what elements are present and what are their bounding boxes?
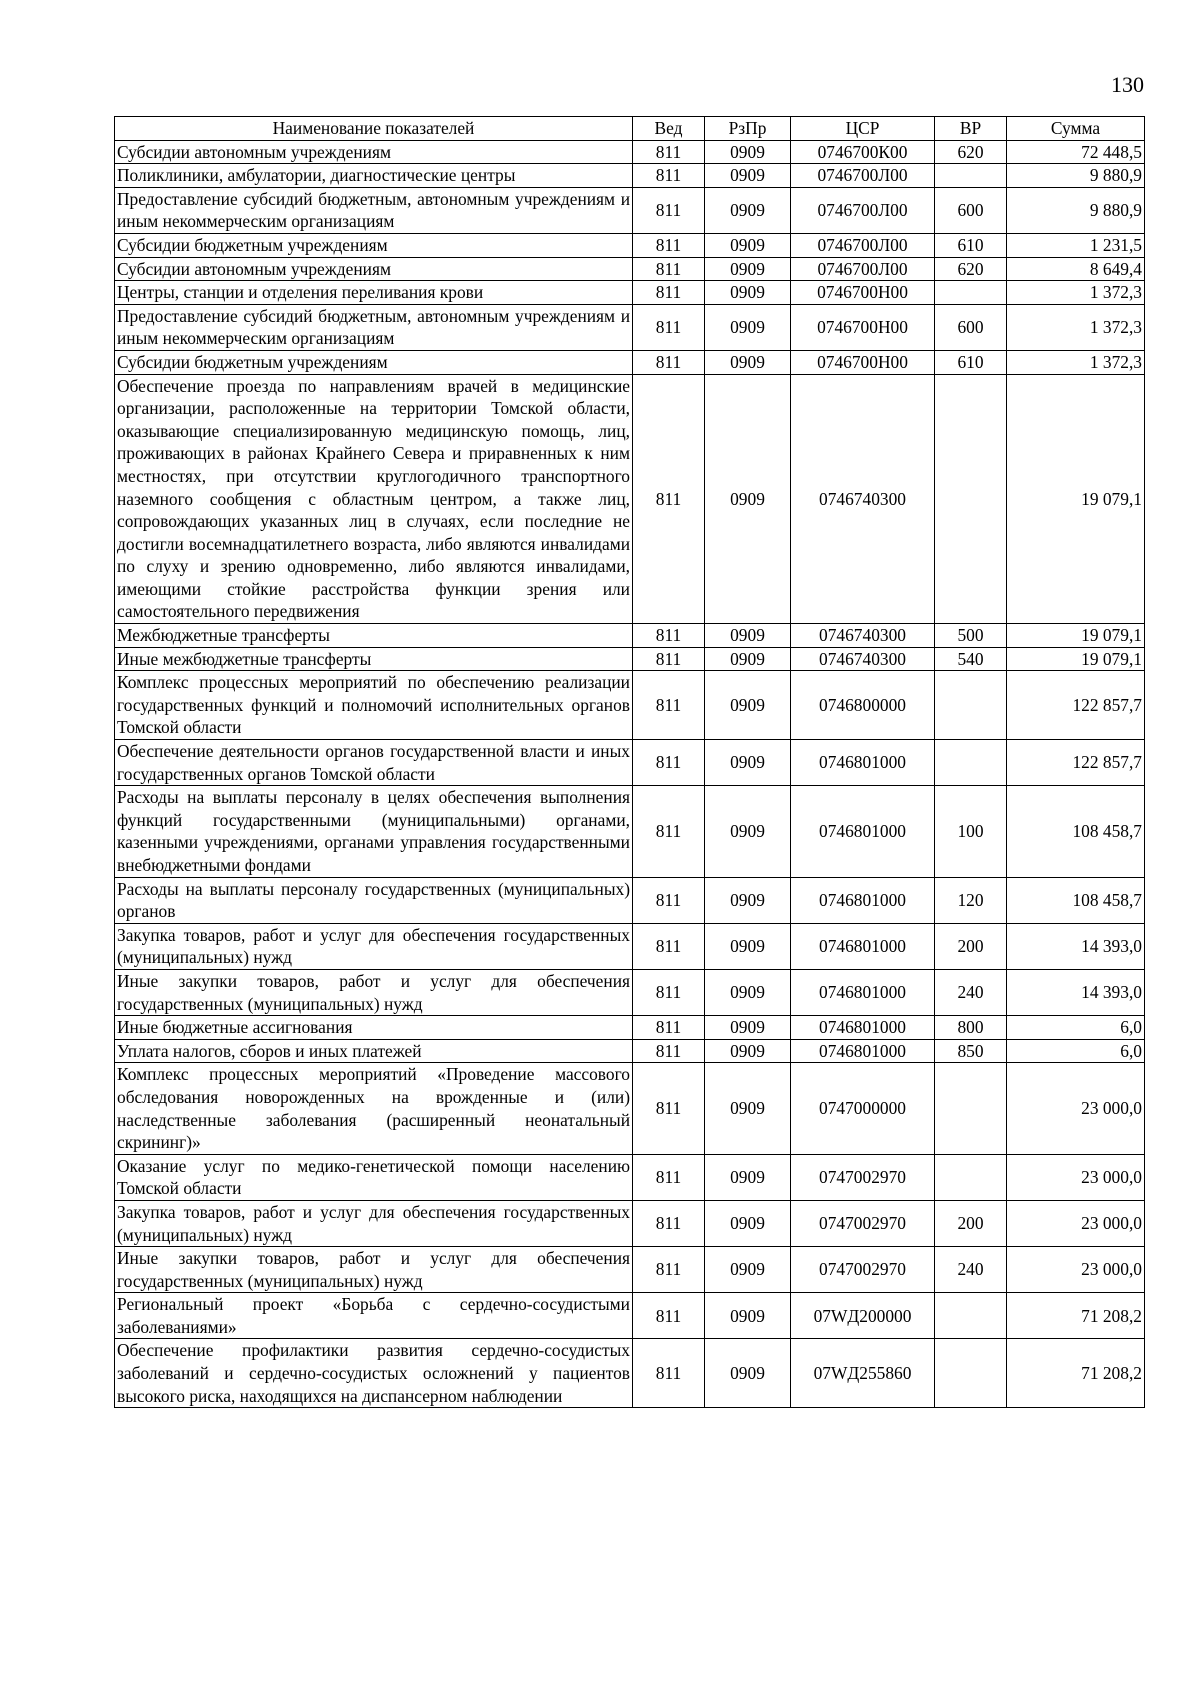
cell-vr [935, 1154, 1007, 1200]
cell-name: Обеспечение профилактики развития сердечно-сосудистых заболеваний и сердечно-сосудистых осложнений у пациентов высокого риска, находящихся на диспансерном наблюдении [115, 1339, 633, 1408]
cell-sum: 6,0 [1007, 1016, 1145, 1040]
cell-ved: 811 [633, 257, 705, 281]
cell-vr: 800 [935, 1016, 1007, 1040]
table-row [115, 647, 1145, 671]
cell-ved: 811 [633, 624, 705, 648]
cell-csr: 0747002970 [791, 1200, 935, 1246]
cell-sum: 6,0 [1007, 1039, 1145, 1063]
cell-name: Поликлиники, амбулатории, диагностические центры [115, 164, 633, 188]
cell-vr: 620 [935, 140, 1007, 164]
cell-name: Обеспечение деятельности органов государственной власти и иных государственных органов Томской области [115, 740, 633, 786]
table-row [115, 1063, 1145, 1154]
cell-rzpr: 0909 [705, 647, 791, 671]
cell-rzpr: 0909 [705, 923, 791, 969]
cell-name: Субсидии бюджетным учреждениям [115, 350, 633, 374]
cell-csr: 0746700Л00 [791, 187, 935, 233]
table-row [115, 740, 1145, 786]
cell-name: Межбюджетные трансферты [115, 624, 633, 648]
table-row [115, 969, 1145, 1015]
cell-sum: 1 372,3 [1007, 281, 1145, 305]
cell-sum: 71 208,2 [1007, 1293, 1145, 1339]
header-sum: Сумма [1007, 117, 1145, 141]
table-row [115, 1200, 1145, 1246]
table-row [115, 140, 1145, 164]
cell-name: Иные закупки товаров, работ и услуг для обеспечения государственных (муниципальных) нужд [115, 1247, 633, 1293]
cell-ved: 811 [633, 350, 705, 374]
cell-ved: 811 [633, 1016, 705, 1040]
cell-sum: 23 000,0 [1007, 1154, 1145, 1200]
cell-sum: 9 880,9 [1007, 164, 1145, 188]
cell-sum: 108 458,7 [1007, 786, 1145, 877]
cell-rzpr: 0909 [705, 1154, 791, 1200]
cell-rzpr: 0909 [705, 164, 791, 188]
cell-csr: 0746700Л00 [791, 164, 935, 188]
cell-csr: 0746740300 [791, 647, 935, 671]
cell-sum: 122 857,7 [1007, 740, 1145, 786]
table-row [115, 1039, 1145, 1063]
table-body [115, 140, 1145, 1408]
cell-csr: 07WД255860 [791, 1339, 935, 1408]
cell-vr: 600 [935, 187, 1007, 233]
cell-csr: 0746801000 [791, 1039, 935, 1063]
cell-csr: 0746801000 [791, 1016, 935, 1040]
cell-rzpr: 0909 [705, 877, 791, 923]
table-row [115, 233, 1145, 257]
table-header-row [115, 117, 1145, 141]
cell-ved: 811 [633, 304, 705, 350]
header-name: Наименование показателей [115, 117, 633, 141]
cell-rzpr: 0909 [705, 187, 791, 233]
cell-vr [935, 671, 1007, 740]
cell-name: Оказание услуг по медико-генетической помощи населению Томской области [115, 1154, 633, 1200]
cell-ved: 811 [633, 923, 705, 969]
cell-name: Субсидии автономным учреждениям [115, 140, 633, 164]
cell-ved: 811 [633, 740, 705, 786]
table-row [115, 671, 1145, 740]
cell-sum: 72 448,5 [1007, 140, 1145, 164]
cell-vr: 500 [935, 624, 1007, 648]
table-row [115, 1293, 1145, 1339]
cell-ved: 811 [633, 969, 705, 1015]
cell-ved: 811 [633, 671, 705, 740]
cell-sum: 71 208,2 [1007, 1339, 1145, 1408]
cell-ved: 811 [633, 281, 705, 305]
cell-sum: 23 000,0 [1007, 1063, 1145, 1154]
cell-name: Расходы на выплаты персоналу государственных (муниципальных) органов [115, 877, 633, 923]
cell-sum: 1 231,5 [1007, 233, 1145, 257]
cell-vr: 240 [935, 969, 1007, 1015]
cell-vr: 610 [935, 233, 1007, 257]
cell-csr: 0746700Н00 [791, 281, 935, 305]
table-row [115, 786, 1145, 877]
cell-sum: 8 649,4 [1007, 257, 1145, 281]
cell-name: Предоставление субсидий бюджетным, автономным учреждениям и иным некоммерческим организациям [115, 187, 633, 233]
cell-name: Региональный проект «Борьба с сердечно-сосудистыми заболеваниями» [115, 1293, 633, 1339]
cell-rzpr: 0909 [705, 350, 791, 374]
header-rzpr: РзПр [705, 117, 791, 141]
cell-csr: 0746700Л00 [791, 233, 935, 257]
cell-sum: 19 079,1 [1007, 624, 1145, 648]
cell-rzpr: 0909 [705, 1339, 791, 1408]
cell-vr [935, 1293, 1007, 1339]
table-row [115, 923, 1145, 969]
cell-csr: 0746801000 [791, 740, 935, 786]
cell-name: Иные закупки товаров, работ и услуг для обеспечения государственных (муниципальных) нужд [115, 969, 633, 1015]
cell-vr: 850 [935, 1039, 1007, 1063]
cell-csr: 0746740300 [791, 624, 935, 648]
cell-ved: 811 [633, 877, 705, 923]
table-row [115, 1339, 1145, 1408]
cell-ved: 811 [633, 140, 705, 164]
cell-vr [935, 164, 1007, 188]
table-row [115, 1247, 1145, 1293]
cell-name: Закупка товаров, работ и услуг для обеспечения государственных (муниципальных) нужд [115, 923, 633, 969]
table-row [115, 374, 1145, 624]
cell-sum: 9 880,9 [1007, 187, 1145, 233]
cell-sum: 1 372,3 [1007, 304, 1145, 350]
table-row [115, 304, 1145, 350]
table-row [115, 1154, 1145, 1200]
cell-csr: 0746700Л00 [791, 257, 935, 281]
header-ved: Вед [633, 117, 705, 141]
cell-name: Комплекс процессных мероприятий по обеспечению реализации государственных функций и полномочий исполнительных органов Томской области [115, 671, 633, 740]
cell-csr: 0747000000 [791, 1063, 935, 1154]
table-row [115, 257, 1145, 281]
cell-rzpr: 0909 [705, 140, 791, 164]
cell-ved: 811 [633, 786, 705, 877]
cell-sum: 1 372,3 [1007, 350, 1145, 374]
cell-name: Уплата налогов, сборов и иных платежей [115, 1039, 633, 1063]
cell-csr: 0746801000 [791, 786, 935, 877]
cell-ved: 811 [633, 187, 705, 233]
cell-sum: 23 000,0 [1007, 1200, 1145, 1246]
cell-name: Расходы на выплаты персоналу в целях обеспечения выполнения функций государственными (муниципальными) органами, казенными учреждениями, органами управления государственными внебюджетными фондами [115, 786, 633, 877]
cell-sum: 108 458,7 [1007, 877, 1145, 923]
cell-vr [935, 1063, 1007, 1154]
cell-vr: 200 [935, 1200, 1007, 1246]
cell-ved: 811 [633, 1200, 705, 1246]
cell-csr: 0747002970 [791, 1154, 935, 1200]
cell-rzpr: 0909 [705, 969, 791, 1015]
cell-ved: 811 [633, 647, 705, 671]
cell-csr: 07WД200000 [791, 1293, 935, 1339]
cell-sum: 23 000,0 [1007, 1247, 1145, 1293]
cell-vr: 610 [935, 350, 1007, 374]
cell-sum: 19 079,1 [1007, 647, 1145, 671]
cell-name: Иные межбюджетные трансферты [115, 647, 633, 671]
cell-rzpr: 0909 [705, 1247, 791, 1293]
cell-vr [935, 740, 1007, 786]
cell-csr: 0746740300 [791, 374, 935, 624]
table-row [115, 1016, 1145, 1040]
cell-rzpr: 0909 [705, 281, 791, 305]
cell-ved: 811 [633, 164, 705, 188]
cell-name: Комплекс процессных мероприятий «Проведение массового обследования новорожденных на врожденные и (или) наследственные заболевания (расширенный неонатальный скрининг)» [115, 1063, 633, 1154]
budget-table [114, 116, 1145, 1408]
cell-name: Субсидии автономным учреждениям [115, 257, 633, 281]
cell-csr: 0746700Н00 [791, 350, 935, 374]
cell-rzpr: 0909 [705, 671, 791, 740]
cell-sum: 14 393,0 [1007, 923, 1145, 969]
table-row [115, 624, 1145, 648]
cell-rzpr: 0909 [705, 624, 791, 648]
cell-ved: 811 [633, 374, 705, 624]
cell-name: Иные бюджетные ассигнования [115, 1016, 633, 1040]
cell-rzpr: 0909 [705, 740, 791, 786]
cell-sum: 14 393,0 [1007, 969, 1145, 1015]
cell-csr: 0746700К00 [791, 140, 935, 164]
cell-vr: 120 [935, 877, 1007, 923]
cell-sum: 19 079,1 [1007, 374, 1145, 624]
cell-name: Закупка товаров, работ и услуг для обеспечения государственных (муниципальных) нужд [115, 1200, 633, 1246]
cell-vr: 600 [935, 304, 1007, 350]
cell-vr: 200 [935, 923, 1007, 969]
cell-name: Обеспечение проезда по направлениям врачей в медицинские организации, расположенные на территории Томской области, оказывающие специализированную медицинскую помощь, лиц, проживающих в районах Крайнего Севера и приравненных к ним местностях, при отсутствии круглогодичного транспортного наземного сообщения с областным центром, а также лиц, сопровождающих указанных лиц в случаях, если последние не достигли восемнадцатилетнего возраста, либо являются инвалидами по слуху и зрению одновременно, либо являются инвалидами, имеющими стойкие расстройства функции зрения или самостоятельного передвижения [115, 374, 633, 624]
cell-vr: 540 [935, 647, 1007, 671]
cell-csr: 0747002970 [791, 1247, 935, 1293]
cell-rzpr: 0909 [705, 1293, 791, 1339]
cell-csr: 0746801000 [791, 969, 935, 1015]
table-row [115, 281, 1145, 305]
cell-vr [935, 281, 1007, 305]
cell-ved: 811 [633, 1247, 705, 1293]
cell-csr: 0746801000 [791, 877, 935, 923]
cell-rzpr: 0909 [705, 233, 791, 257]
cell-ved: 811 [633, 1154, 705, 1200]
cell-name: Субсидии бюджетным учреждениям [115, 233, 633, 257]
cell-csr: 0746800000 [791, 671, 935, 740]
table-row [115, 187, 1145, 233]
cell-ved: 811 [633, 1293, 705, 1339]
cell-csr: 0746700Н00 [791, 304, 935, 350]
cell-vr: 620 [935, 257, 1007, 281]
table-row [115, 350, 1145, 374]
cell-name: Центры, станции и отделения переливания крови [115, 281, 633, 305]
cell-ved: 811 [633, 1039, 705, 1063]
cell-rzpr: 0909 [705, 374, 791, 624]
table-row [115, 877, 1145, 923]
cell-vr: 240 [935, 1247, 1007, 1293]
header-csr: ЦСР [791, 117, 935, 141]
cell-rzpr: 0909 [705, 1016, 791, 1040]
cell-vr: 100 [935, 786, 1007, 877]
cell-csr: 0746801000 [791, 923, 935, 969]
cell-ved: 811 [633, 1339, 705, 1408]
table-row [115, 164, 1145, 188]
header-vr: ВР [935, 117, 1007, 141]
cell-sum: 122 857,7 [1007, 671, 1145, 740]
page-number: 130 [1111, 72, 1144, 97]
cell-rzpr: 0909 [705, 257, 791, 281]
cell-ved: 811 [633, 233, 705, 257]
cell-rzpr: 0909 [705, 1200, 791, 1246]
cell-rzpr: 0909 [705, 1063, 791, 1154]
cell-vr [935, 374, 1007, 624]
cell-name: Предоставление субсидий бюджетным, автономным учреждениям и иным некоммерческим организациям [115, 304, 633, 350]
cell-rzpr: 0909 [705, 1039, 791, 1063]
cell-rzpr: 0909 [705, 786, 791, 877]
cell-rzpr: 0909 [705, 304, 791, 350]
cell-vr [935, 1339, 1007, 1408]
cell-ved: 811 [633, 1063, 705, 1154]
